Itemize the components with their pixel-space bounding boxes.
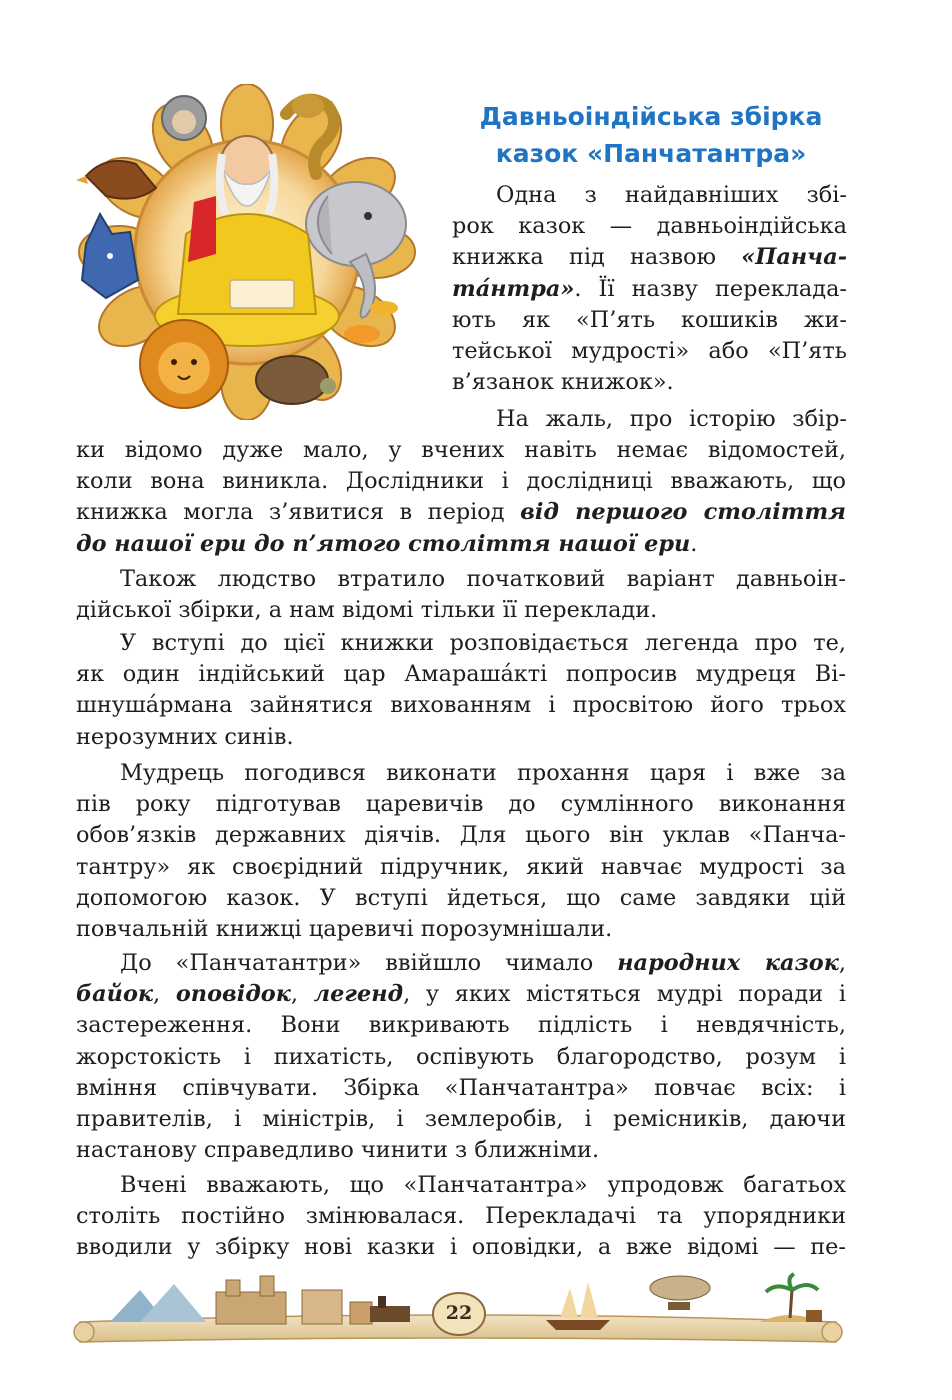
- text-line: допомогою казок. У вступі йдеться, що саме завдяки цій: [76, 884, 846, 911]
- paragraph-1-start: [452, 404, 847, 435]
- text-line: дійської збірки, а нам відомі тільки її переклади.: [76, 597, 658, 624]
- text-line: в’язанок книжок».: [452, 369, 674, 396]
- text-line: вводили у збірку нові казки і оповідки, а вже відомі — пе-: [76, 1234, 846, 1261]
- text-span: .: [690, 530, 698, 557]
- text-line: правителів, і міністрів, і землеробів, і ремісників, даючи: [76, 1105, 846, 1132]
- text-line: Також людство втратило початковий варіант давньоін-: [120, 566, 846, 592]
- emphasis: народних казок: [617, 950, 839, 976]
- airship: [650, 1276, 710, 1310]
- paragraph-6: [76, 1170, 846, 1264]
- emphasis: легенд: [313, 981, 404, 1008]
- emphasis: до нашої ери до п’ятого століття нашої ери: [76, 530, 691, 557]
- paragraph-1: [76, 435, 846, 560]
- text-line: ють як «П’ять кошиків жи-: [452, 306, 847, 333]
- text-span: книжка могла з’явитися в період: [76, 499, 521, 526]
- train: [370, 1296, 410, 1322]
- title-line-1: Давньоіндійська збірка: [479, 102, 823, 131]
- title-line-2: казок «Панчатантра»: [495, 139, 807, 168]
- monkey: [162, 96, 206, 140]
- ship: [546, 1282, 610, 1330]
- text-line: [76, 979, 846, 1010]
- intro-paragraph: [452, 180, 847, 398]
- text-line: обов’язків державних діячів. Для цього він уклав «Панча-: [76, 822, 846, 849]
- text-line: [76, 497, 846, 528]
- text-line: шнуша́рмана зайнятися вихованням і просвітою його трьох: [76, 692, 846, 719]
- text-span: До «Панчатантри» ввійшло чимало: [120, 950, 618, 976]
- text-line: жорстокість і пихатість, оспівують благородство, розум і: [76, 1043, 846, 1070]
- paragraph-2: [76, 564, 846, 626]
- text-span: ,: [153, 981, 176, 1008]
- text-line: століть постійно змінювалася. Перекладачі та упорядники: [76, 1203, 846, 1230]
- text-line: рок казок — давньоіндійська: [452, 213, 847, 240]
- mountains: [110, 1284, 206, 1322]
- text-span: книжка під назвою: [452, 244, 742, 271]
- emphasis: байок: [76, 981, 154, 1008]
- text-span: ,: [838, 950, 846, 976]
- paragraph-4: [76, 758, 846, 945]
- text-line: Одна з найдавніших збі-: [496, 182, 847, 208]
- text-line: повчальній книжці царевичі порозумнішали.: [76, 915, 613, 942]
- paragraph-3: [76, 628, 846, 753]
- text-line: вміння співчувати. Збірка «Панчатантра» повчає всіх: і: [76, 1074, 846, 1101]
- page-number: 22: [445, 1302, 473, 1324]
- emphasis: оповідок: [175, 981, 291, 1008]
- text-span: , у яких містяться мудрі поради і: [403, 981, 846, 1008]
- text-line: коли вона виникла. Дослідники і дослідниці вважають, що: [76, 468, 846, 495]
- text-line: пів року підготував царевичів до сумлінного виконання: [76, 791, 846, 818]
- sage-illustration: [66, 84, 428, 420]
- text-line: як один індійський цар Амараша́кті попросив мудреця Ві-: [76, 661, 846, 688]
- text-line: [452, 242, 847, 273]
- article-title: [452, 98, 850, 172]
- paragraph-5: [76, 948, 846, 1166]
- emphasis: від першого століття: [520, 499, 846, 526]
- text-span: . Її назву переклада-: [574, 275, 847, 302]
- text-line: [76, 948, 846, 979]
- text-line: У вступі до цієї книжки розповідається легенда про те,: [120, 630, 846, 656]
- book-title-emphasis: та́нтра»: [452, 275, 575, 302]
- book-title-emphasis: «Панча-: [741, 244, 847, 271]
- text-line: [452, 274, 847, 305]
- text-line: застереження. Вони викривають підлість і невдячність,: [76, 1012, 846, 1039]
- text-span: ,: [290, 981, 314, 1008]
- text-line: На жаль, про історію збір-: [496, 406, 847, 432]
- text-line: нерозумних синів.: [76, 723, 294, 750]
- text-line: Мудрець погодився виконати прохання царя і вже за: [120, 760, 846, 786]
- text-line: настанову справедливо чинити з ближніми.: [76, 1137, 600, 1164]
- text-line: тантру» як своєрідний підручник, який навчає мудрості за: [76, 853, 846, 880]
- text-line: Вчені вважають, що «Панчатантра» упродовж багатьох: [120, 1172, 846, 1198]
- palm-island: [760, 1274, 822, 1322]
- lion: [140, 320, 228, 408]
- text-line: [76, 529, 846, 560]
- text-line: тейської мудрості» або «П’ять: [452, 337, 847, 364]
- text-line: ки відомо дуже мало, у вчених навіть немає відомостей,: [76, 437, 846, 463]
